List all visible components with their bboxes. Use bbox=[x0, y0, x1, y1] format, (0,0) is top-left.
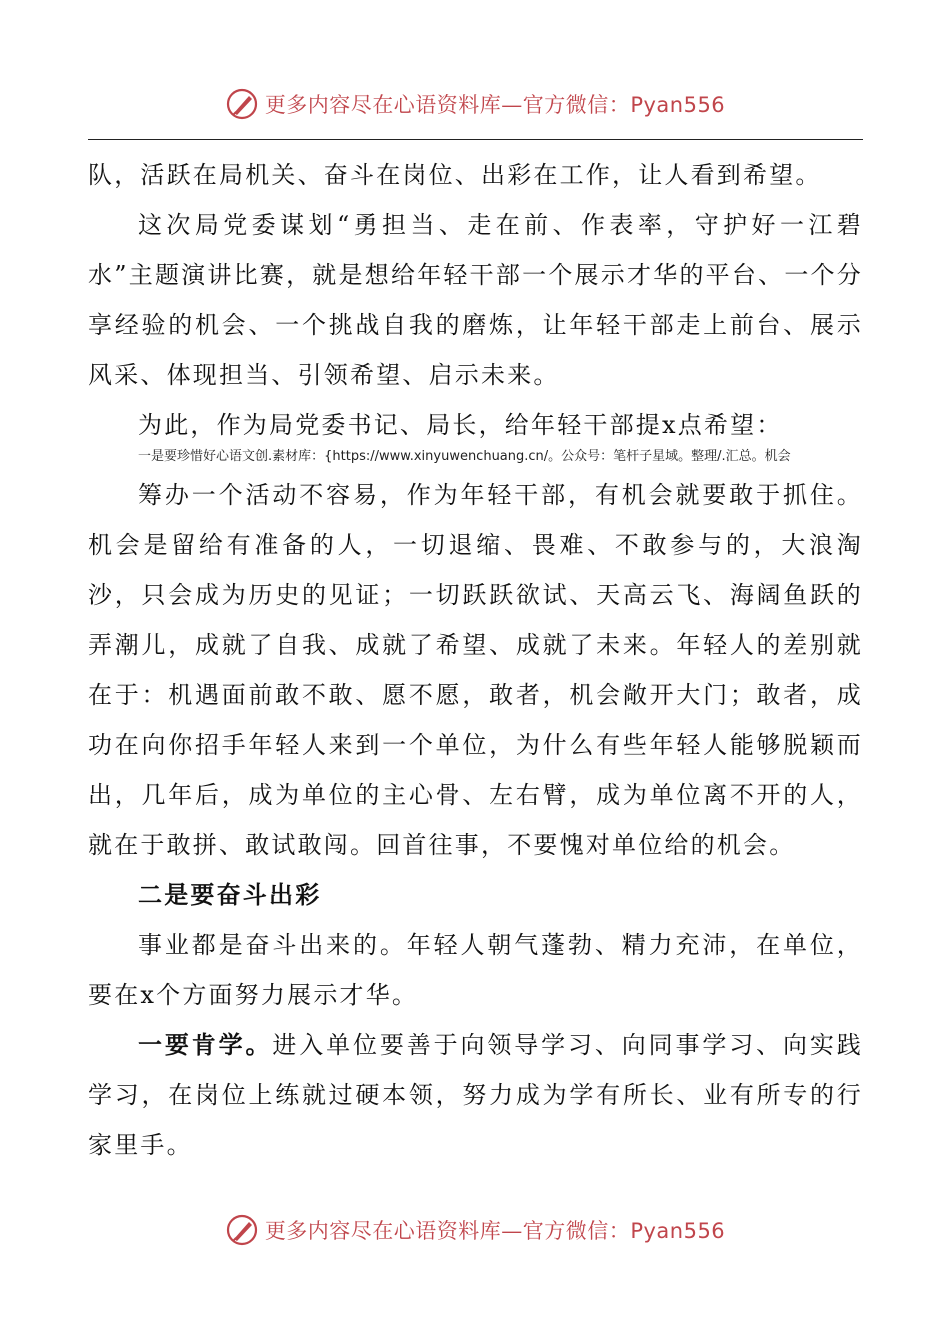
quill-logo-icon bbox=[225, 87, 259, 121]
page-header bbox=[0, 84, 950, 124]
header-wechat-id: Pyan556 bbox=[630, 93, 726, 117]
paragraph-2: 这次局党委谋划“勇担当、走在前、作表率，守护好一江碧水”主题演讲比赛，就是想给年轻干部一个展示才华的平台、一个分享经验的机会、一个挑战自我的磨炼，让年轻干部走上前台、展示风采、体现担当、引领希望、启示未来。 bbox=[88, 211, 863, 389]
header-divider bbox=[88, 139, 863, 140]
header-text: 更多内容尽在心语资料库—官方微信：Pyan556 bbox=[264, 93, 726, 117]
quill-logo-icon bbox=[225, 1213, 259, 1247]
paragraph-3: 为此，作为局党委书记、局长，给年轻干部提x点希望： bbox=[138, 411, 783, 439]
footer-text: 更多内容尽在心语资料库—官方微信：Pyan556 bbox=[264, 1219, 726, 1243]
document-body bbox=[88, 150, 863, 1170]
page-footer bbox=[0, 1210, 950, 1250]
paragraph-5: 筹办一个活动不容易，作为年轻干部，有机会就要敢于抓住。机会是留给有准备的人，一切退缩、畏难、不敢参与的，大浪淘沙，只会成为历史的见证；一切跃跃欲试、天高云飞、海阔鱼跃的弄潮儿，成就了自我、成就了希望、成就了未来。年轻人的差别就在于：机遇面前敢不敢、愿不愿，敢者，机会敞开大门；敢者，成功在向你招手年轻人来到一个单位，为什么有些年轻人能够脱颖而出，几年后，成为单位的主心骨、左右臂，成为单位离不开的人，就在于敢拼、敢试敢闯。回首往事，不要愧对单位给的机会。 bbox=[88, 481, 863, 859]
paragraph-8-lead: 一要肯学。 bbox=[138, 1031, 273, 1059]
paragraph-1: 队，活跃在局机关、奋斗在岗位、出彩在工作，让人看到希望。 bbox=[88, 161, 822, 189]
section-heading-2: 二是要奋斗出彩 bbox=[138, 881, 322, 909]
paragraph-8-text: 进入单位要善于向领导学习、向同事学习、向实践学习，在岗位上练就过硬本领，努力成为学有所长、业有所专的行家里手。 bbox=[88, 1031, 863, 1159]
paragraph-7: 事业都是奋斗出来的。年轻人朝气蓬勃、精力充沛，在单位，要在x个方面努力展示才华。 bbox=[88, 931, 863, 1009]
paragraph-8 bbox=[88, 1020, 863, 1170]
footer-wechat-id: Pyan556 bbox=[630, 1219, 726, 1243]
paragraph-4-small: 一是要珍惜好心语文创.素材库：{https://www.xinyuwenchuang.cn/。公众号：笔杆子星域。整理/.汇总。机会 bbox=[138, 449, 791, 464]
